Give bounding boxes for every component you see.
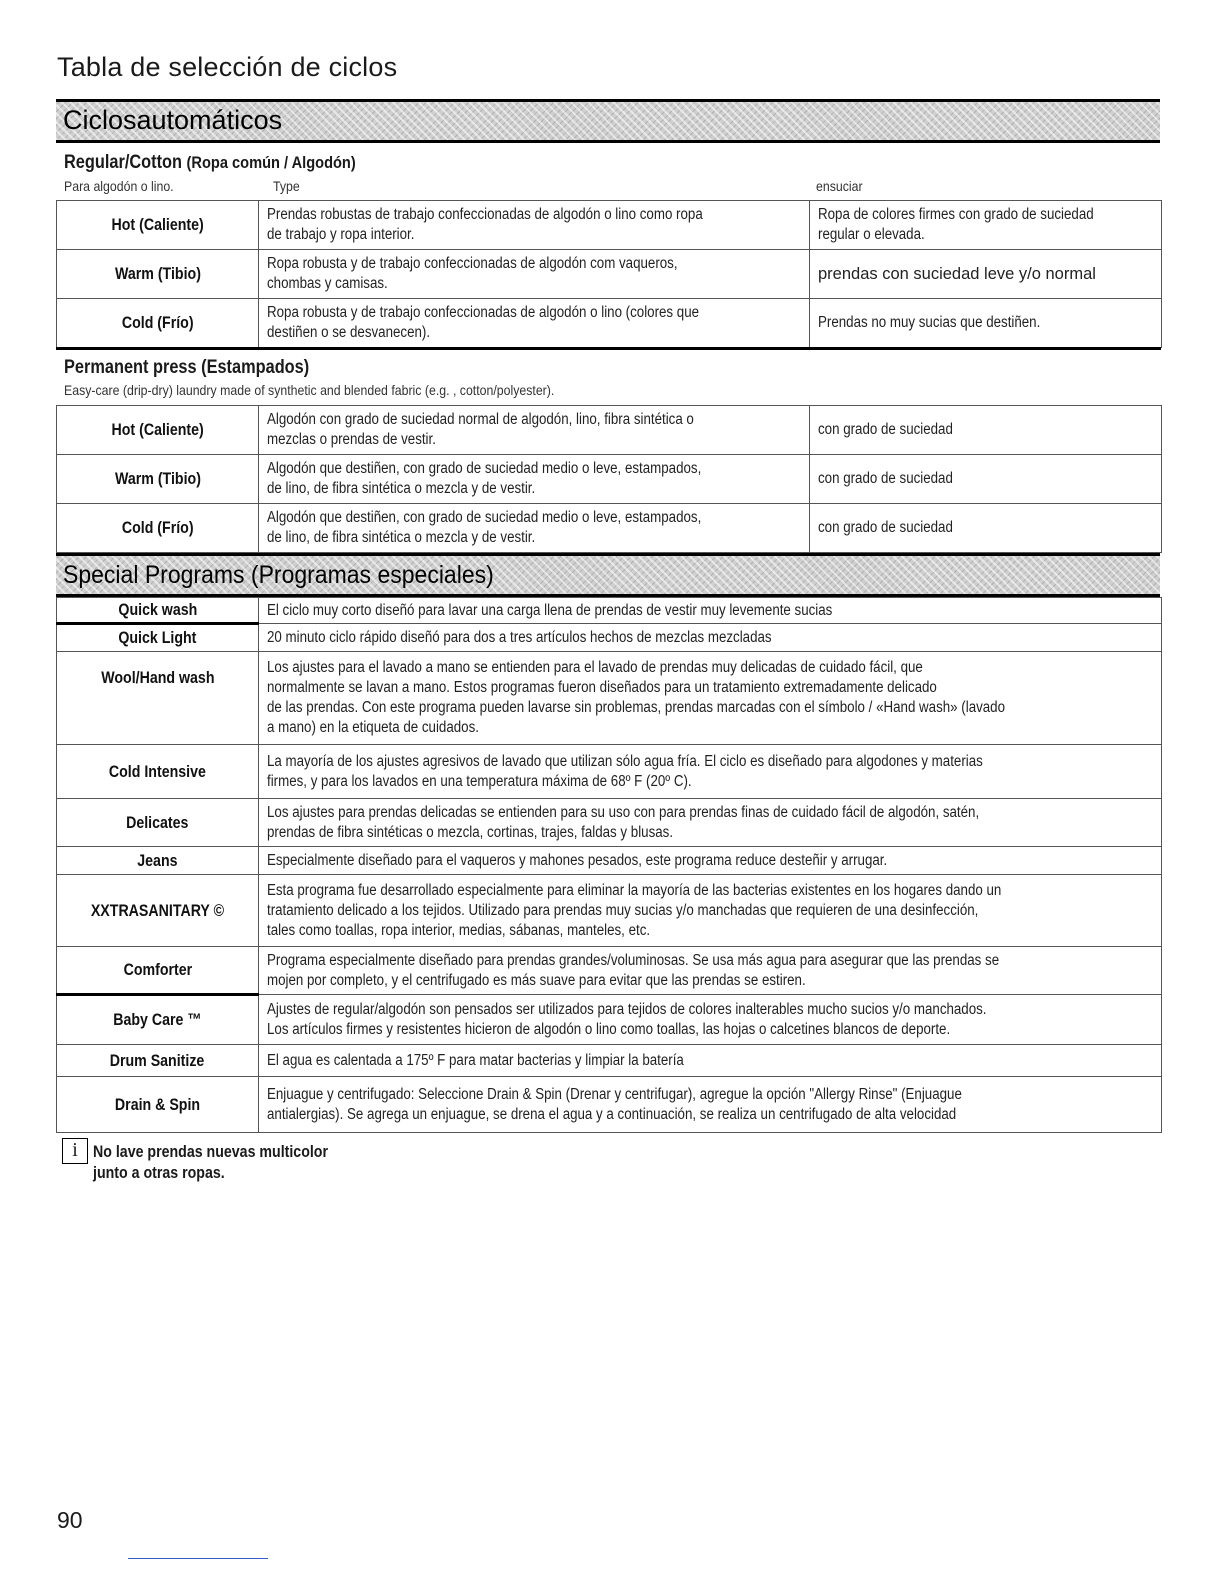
cycle-name: Hot (Caliente) bbox=[111, 421, 204, 439]
permanent-press-table bbox=[56, 405, 1162, 553]
program-name: Drum Sanitize bbox=[110, 1051, 205, 1070]
regular-intro-fabric: Para algodón o lino. bbox=[64, 178, 174, 194]
footer-divider bbox=[128, 1558, 268, 1559]
cycle-name: Warm (Tibio) bbox=[114, 470, 201, 488]
cycle-name: Cold (Frío) bbox=[121, 314, 194, 332]
permanent-press-intro: Easy-care (drip-dry) laundry made of synthetic and blended fabric (e.g. , cotton/polyester). bbox=[64, 382, 555, 398]
section-divider bbox=[56, 347, 1161, 350]
program-name: Jeans bbox=[137, 851, 178, 870]
table-row: Hot (Caliente) Prendas robustas de trabajo confeccionadas de algodón o lino como ropa de trabajo y ropa interior. Ropa de colores firmes con grado de suciedad regular o elevada. bbox=[57, 201, 1162, 250]
table-row: Cold (Frío) Algodón que destiñen, con grado de suciedad medio o leve, estampados, de lino, de fibra sintética o mezcla y de vestir. con grado de suciedad bbox=[57, 504, 1162, 553]
table-row: Quick wash El ciclo muy corto diseñó para lavar una carga llena de prendas de vestir muy levemente sucias bbox=[57, 598, 1162, 624]
program-name: Quick Light bbox=[118, 629, 197, 647]
table-row: Warm (Tibio) Algodón que destiñen, con grado de suciedad medio o leve, estampados, de lino, de fibra sintética o mezcla y de vestir. con grado de suciedad bbox=[57, 455, 1162, 504]
page-number: 90 bbox=[57, 1507, 83, 1533]
permanent-press-heading: Permanent press (Estampados) bbox=[64, 357, 310, 378]
special-programs-table bbox=[56, 597, 1162, 1133]
info-icon: i bbox=[62, 1138, 88, 1164]
table-row: Drain & Spin Enjuague y centrifugado: Seleccione Drain & Spin (Drenar y centrifugar), agregue la opción "Allergy Rinse" (Enjuague antialergias). Se agrega un enjuague, se drena el agua y a continuación, se realiza un centrifugado de alta velocidad bbox=[57, 1077, 1162, 1133]
table-row: Wool/Hand wash Los ajustes para el lavado a mano se entienden para el lavado de prendas muy delicadas de cuidado fácil, que normalmente se lavan a mano. Estos programas fueron diseñados para un tratamiento extremadamente delicado de las prendas. Con este programa pueden lavarse sin problemas, prendas marcadas con el símbolo / «Hand wash» (lavado a mano) en la etiqueta de cuidados. bbox=[57, 652, 1162, 745]
table-row: Delicates Los ajustes para prendas delicadas se entienden para su uso con para prendas finas de cuidado fácil de algodón, satén, prendas de fibra sintéticas o mezcla, cortinas, trajes, faldas y blusas. bbox=[57, 799, 1162, 847]
regular-intro-soil: ensuciar bbox=[816, 178, 863, 194]
section-band-special bbox=[56, 553, 1160, 597]
table-row: XXTRASANITARY © Esta programa fue desarrollado especialmente para eliminar la mayoría de las bacterias existentes en los hogares dando un tratamiento delicado a los tejidos. Utilizado para prendas muy sucias y/o manchadas que requieren de una desinfección, tales como toallas, ropa interior, medias, sábanas, manteles, etc. bbox=[57, 875, 1162, 947]
table-row: Hot (Caliente) Algodón con grado de suciedad normal de algodón, lino, fibra sintética o mezclas o prendas de vestir. con grado de suciedad bbox=[57, 406, 1162, 455]
section-band-title: Ciclosautomáticos bbox=[63, 105, 283, 135]
cycle-name: Warm (Tibio) bbox=[114, 265, 201, 283]
cycle-name: Cold (Frío) bbox=[121, 519, 194, 537]
section-band-title: Special Programs (Programas especiales) bbox=[63, 561, 494, 589]
note-text: No lave prendas nuevas multicolor junto a otras ropas. bbox=[93, 1143, 328, 1182]
regular-intro-type: Type bbox=[273, 178, 300, 194]
program-name: Delicates bbox=[126, 813, 189, 832]
table-row: Cold (Frío) Ropa robusta y de trabajo confeccionadas de algodón o lino (colores que destiñen o se desvanecen). Prendas no muy sucias que destiñen. bbox=[57, 299, 1162, 348]
table-row: Quick Light 20 minuto ciclo rápido diseñó para dos a tres artículos hechos de mezclas mezcladas bbox=[57, 624, 1162, 652]
table-row: Cold Intensive La mayoría de los ajustes agresivos de lavado que utilizan sólo agua fría. El ciclo es diseñado para algodones y materias firmes, y para los lavados en una temperatura máxima de 68º F (20º C). bbox=[57, 745, 1162, 799]
program-name: Wool/Hand wash bbox=[100, 669, 215, 687]
regular-cotton-heading: Regular/Cotton (Ropa común / Algodón) bbox=[64, 152, 356, 173]
program-name: Quick wash bbox=[118, 601, 197, 619]
table-row: Drum Sanitize El agua es calentada a 175º F para matar bacterias y limpiar la batería bbox=[57, 1045, 1162, 1077]
program-name: XXTRASANITARY © bbox=[90, 901, 225, 920]
program-name: Baby Care ™ bbox=[113, 1011, 202, 1029]
regular-cotton-subheading: (Ropa común / Algodón) bbox=[186, 153, 356, 172]
regular-cotton-table bbox=[56, 200, 1162, 348]
program-name: Cold Intensive bbox=[109, 762, 206, 781]
table-row: Baby Care ™ Ajustes de regular/algodón son pensados ser utilizados para tejidos de colores inalterables mucho sucios y/o manchados. Los artículos firmes y resistentes hicieron de algodón o lino como toallas, las hojas o calcetines blancos de deporte. bbox=[57, 995, 1162, 1045]
program-name: Drain & Spin bbox=[114, 1095, 201, 1114]
table-row: Jeans Especialmente diseñado para el vaqueros y mahones pesados, este programa reduce desteñir y arrugar. bbox=[57, 847, 1162, 875]
program-name: Comforter bbox=[123, 961, 192, 979]
table-row: Warm (Tibio) Ropa robusta y de trabajo confeccionadas de algodón com vaqueros, chombas y camisas. prendas con suciedad leve y/o normal bbox=[57, 250, 1162, 299]
page-title: Tabla de selección de ciclos bbox=[57, 52, 398, 82]
cycle-name: Hot (Caliente) bbox=[111, 216, 204, 234]
section-band-automatic bbox=[56, 99, 1160, 143]
table-row: Comforter Programa especialmente diseñado para prendas grandes/voluminosas. Se usa más agua para asegurar que las prendas se mojen por completo, y el centrifugado es más suave para evitar que las prendas se estiren. bbox=[57, 947, 1162, 995]
